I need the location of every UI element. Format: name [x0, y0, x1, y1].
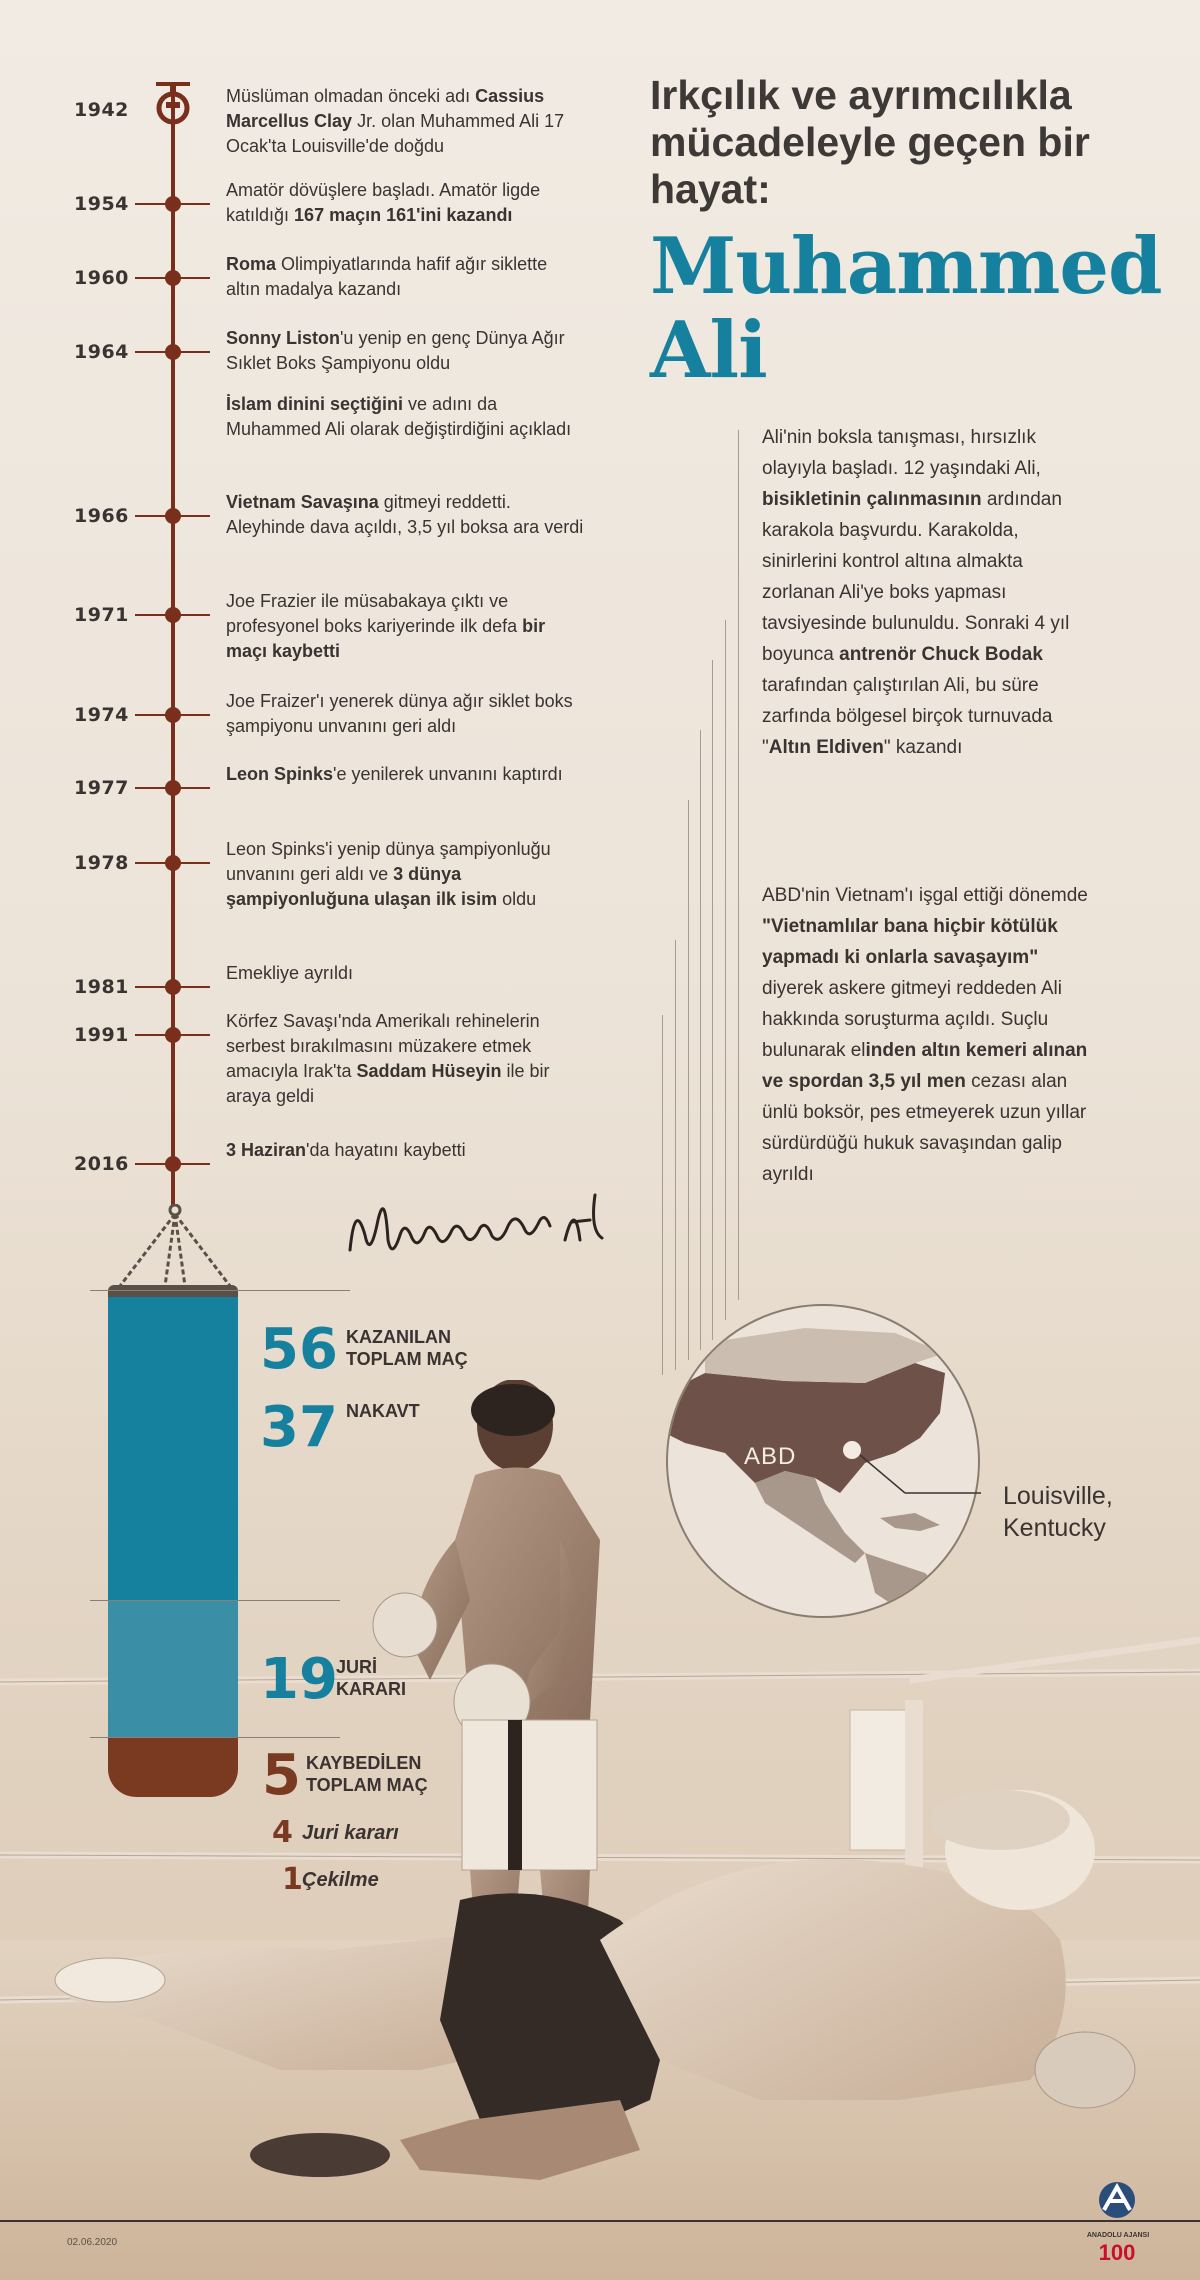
- bag-guide-line: [90, 1290, 350, 1291]
- decor-line: [662, 1015, 663, 1375]
- timeline-year: 1977: [74, 777, 129, 799]
- bag-lost-section: [108, 1737, 238, 1797]
- anadolu-agency-logo: [1072, 2175, 1162, 2270]
- stat-won-number: 56: [260, 1317, 338, 1382]
- decor-line: [700, 730, 701, 1350]
- timeline-year: 1964: [74, 341, 129, 363]
- headline-subtitle: Irkçılık ve ayrımcılıkla mücadeleyle geçen bir hayat:: [650, 72, 1090, 212]
- story-paragraph-1: Ali'nin boksla tanışması, hırsızlık olayıyla başladı. 12 yaşındaki Ali, bisikletinin çalınmasının ardından karakola başvurdu. Karakolda, sinirlerini kontrol altına almakta zorlanan Ali'ye boks yapması tavsiyesinde bulunuldu. Sonraki 4 yıl boyunca antrenör Chuck Bodak tarafından çalıştırılan Ali, bu süre zarfında bölgesel birçok turnuvada "Altın Eldiven" kazandı: [762, 427, 1070, 758]
- stat-ko-number: 37: [260, 1395, 338, 1460]
- bag-chain-icon: [110, 1204, 240, 1294]
- map-state: Kentucky: [1003, 1514, 1106, 1542]
- timeline-text: İslam dinini seçtiğini ve adını da Muhammed Ali olarak değiştirdiğini açıkladı: [226, 394, 572, 439]
- story-paragraph-2: ABD'nin Vietnam'ı işgal ettiği dönemde "Vietnamlılar bana hiçbir kötülük yapmadı ki onlarla savaşayım" diyerek askere gitmeyi reddeden Ali hakkında soruşturma açıldı. Suçlu bulunarak elinden altın kemeri alınan ve spordan 3,5 yıl men cezası alan ünlü boksör, pes etmeyerek uzun yıllar sürdürdüğü hukuk savaşından galip ayrıldı: [762, 885, 1088, 1185]
- timeline-year: 1974: [74, 704, 129, 726]
- timeline-tick: [135, 986, 210, 988]
- footer-date: 02.06.2020: [67, 2237, 118, 2248]
- bag-guide-line: [90, 1600, 340, 1601]
- stat-retire-label: Çekilme: [302, 1869, 379, 1891]
- stat-lost-label: [306, 1752, 428, 1796]
- svg-text:100: 100: [1098, 2240, 1136, 2265]
- stat-lost-number: 5: [262, 1743, 301, 1808]
- stat-ko-label: NAKAVT: [346, 1401, 420, 1421]
- timeline-tick: [135, 614, 210, 616]
- bag-decision-section: [108, 1600, 238, 1737]
- usa-map-globe: [665, 1303, 981, 1619]
- timeline-tick: [135, 714, 210, 716]
- timeline-text: 3 Haziran'da hayatını kaybetti: [226, 1140, 466, 1160]
- timeline-text: Joe Fraizer'ı yenerek dünya ağır siklet boks şampiyonu unvanını geri aldı: [226, 691, 573, 736]
- timeline-tick: [135, 1163, 210, 1165]
- timeline-tick: [135, 351, 210, 353]
- timeline-text: Leon Spinks'e yenilerek unvanını kaptırdı: [226, 764, 563, 784]
- stat-lost-decision-number: 4: [272, 1815, 293, 1850]
- timeline-text: Müslüman olmadan önceki adı Cassius Marcellus Clay Jr. olan Muhammed Ali 17 Ocak'ta Louisville'de doğdu: [226, 86, 565, 156]
- decor-line: [688, 800, 689, 1360]
- anadolu-agency-name: ANADOLU AJANSI: [1086, 2232, 1150, 2239]
- decor-line: [725, 620, 726, 1320]
- timeline-year: 1960: [74, 267, 129, 289]
- timeline-tick: [135, 862, 210, 864]
- timeline-text: Emekliye ayrıldı: [226, 963, 354, 983]
- bag-guide-line: [90, 1737, 340, 1738]
- timeline-text: Körfez Savaşı'nda Amerikalı rehinelerin serbest bırakılmasını müzakere etmek amacıyla Irak'ta Saddam Hüseyin ile bir araya geldi: [226, 1011, 550, 1106]
- timeline-text: Joe Frazier ile müsabakaya çıktı ve profesyonel boks kariyerinde ilk defa bir maçı kaybetti: [226, 591, 546, 661]
- stat-decision-label-line2: KARARI: [336, 1679, 406, 1699]
- timeline-tick: [135, 1034, 210, 1036]
- stat-decision-number: 19: [260, 1647, 338, 1712]
- timeline-year: 1954: [74, 193, 129, 215]
- timeline-year: 2016: [74, 1153, 129, 1175]
- headline-title: Muhammed Ali: [650, 221, 1162, 396]
- timeline-year: 1981: [74, 976, 129, 998]
- timeline-year: 1942: [74, 99, 129, 121]
- stat-lost-decision-label: Juri kararı: [302, 1822, 399, 1844]
- timeline-year: 1971: [74, 604, 129, 626]
- stat-won-label-line1: KAZANILAN: [346, 1327, 451, 1347]
- map-city-label: [1003, 1480, 1113, 1544]
- stat-decision-label: [336, 1656, 406, 1700]
- stat-lost-label-line2: TOPLAM MAÇ: [306, 1775, 428, 1795]
- timeline-text: Leon Spinks'i yenip dünya şampiyonluğu unvanını geri aldı ve 3 dünya şampiyonluğuna ulaşan ilk isim oldu: [226, 839, 551, 909]
- bag-hook-icon: [148, 80, 198, 130]
- timeline-tick: [135, 203, 210, 205]
- decor-line: [712, 660, 713, 1340]
- map-country-label: ABD: [744, 1443, 797, 1470]
- timeline-year: 1978: [74, 852, 129, 874]
- timeline-tick: [135, 515, 210, 517]
- timeline-text: Roma Olimpiyatlarında hafif ağır siklette altın madalya kazandı: [226, 254, 548, 299]
- stat-retire-number: 1: [282, 1862, 303, 1897]
- stat-won-label-line2: TOPLAM MAÇ: [346, 1349, 468, 1369]
- timeline-year: 1991: [74, 1024, 129, 1046]
- timeline-tick: [135, 787, 210, 789]
- decor-line: [738, 430, 739, 1300]
- map-city: Louisville,: [1003, 1482, 1113, 1510]
- signature-image: [340, 1180, 620, 1270]
- timeline-year: 1966: [74, 505, 129, 527]
- timeline-tick: [135, 277, 210, 279]
- timeline-text: Vietnam Savaşına gitmeyi reddetti. Aleyhinde dava açıldı, 3,5 yıl boksa ara verdi: [226, 492, 584, 537]
- stat-lost-label-line1: KAYBEDİLEN: [306, 1753, 422, 1773]
- stat-won-label: [346, 1326, 468, 1370]
- stat-decision-label-line1: JURİ: [336, 1657, 378, 1677]
- timeline-text: Sonny Liston'u yenip en genç Dünya Ağır Sıklet Boks Şampiyonu oldu: [226, 328, 565, 373]
- timeline-text: Amatör dövüşlere başladı. Amatör ligde katıldığı 167 maçın 161'ini kazandı: [226, 180, 541, 225]
